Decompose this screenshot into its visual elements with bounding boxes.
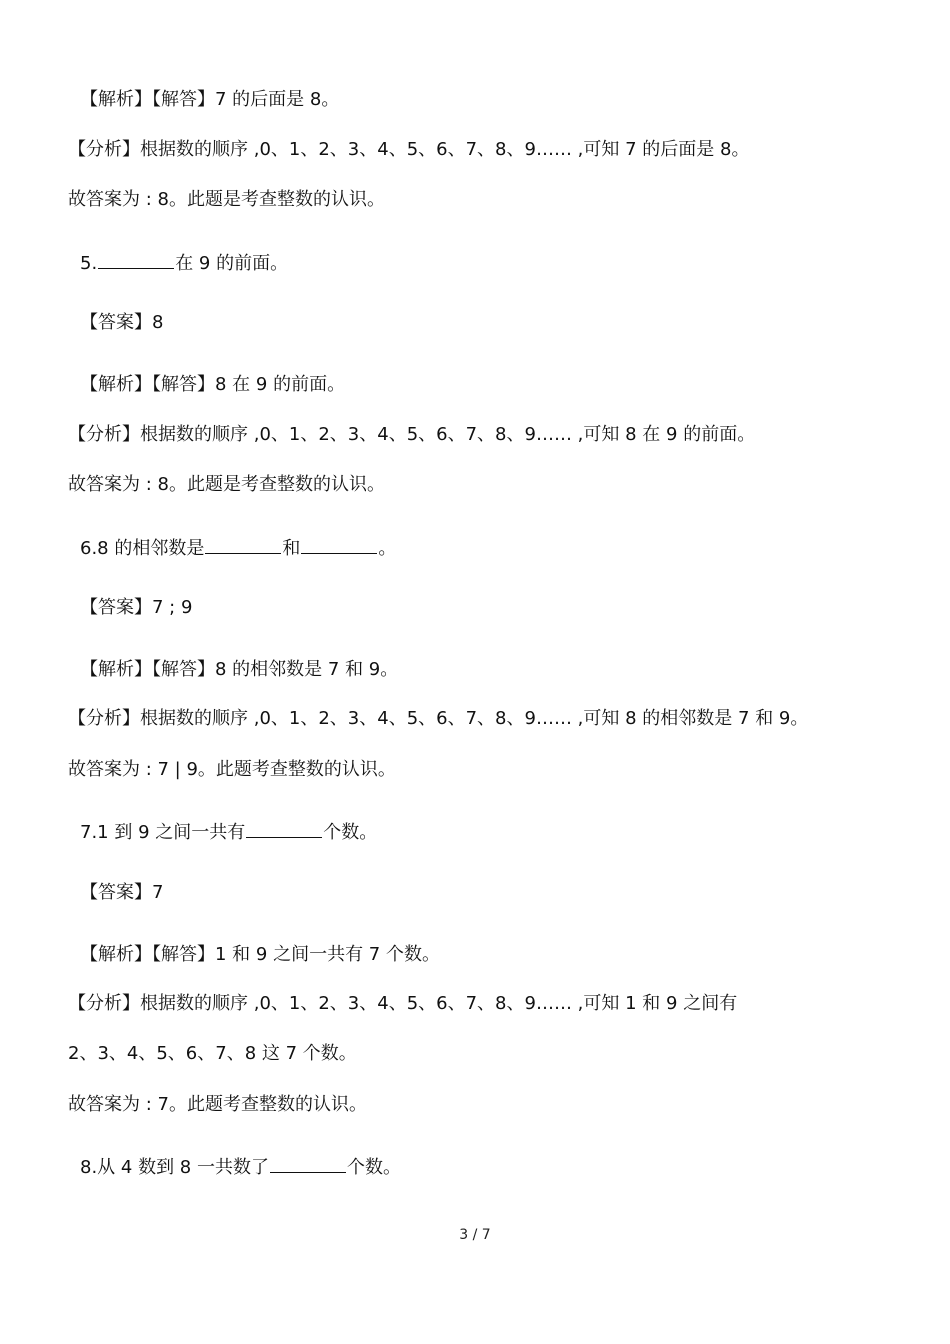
analysis-line-q5: 【解析】【解答】8 在 9 的前面。 [80, 374, 346, 395]
answer-line-q6: 【答案】7 ; 9 [80, 597, 193, 618]
question-text: 个数。 [346, 1157, 401, 1178]
question-5 [80, 250, 288, 276]
reasoning-line-q4: 【分析】根据数的顺序 ,0、1、2、3、4、5、6、7、8、9…… ,可知 7 的后面是 8。 [68, 139, 750, 160]
page-number: 3 / 7 [459, 1227, 491, 1243]
question-text: 个数。 [323, 822, 378, 843]
analysis-line-q7: 【解析】【解答】1 和 9 之间一共有 7 个数。 [80, 944, 440, 965]
answer-blank [270, 1154, 346, 1173]
answer-line-q7: 【答案】7 [80, 882, 164, 903]
question-text: 8.从 4 数到 8 一共数了 [80, 1157, 269, 1178]
analysis-line-q4: 【解析】【解答】7 的后面是 8。 [80, 89, 340, 110]
question-8 [80, 1154, 401, 1180]
answer-blank [246, 819, 322, 838]
question-number: 5. [80, 253, 98, 274]
reasoning-line-q7: 【分析】根据数的顺序 ,0、1、2、3、4、5、6、7、8、9…… ,可知 1 和 9 之间有 [68, 993, 738, 1014]
conclusion-line-q7: 故答案为 : 7。此题考查整数的认识。 [68, 1094, 367, 1115]
answer-blank [98, 250, 174, 269]
analysis-line-q6: 【解析】【解答】8 的相邻数是 7 和 9。 [80, 659, 399, 680]
question-7 [80, 819, 377, 845]
answer-blank [301, 535, 377, 554]
answer-blank [205, 535, 281, 554]
reasoning-line-q5: 【分析】根据数的顺序 ,0、1、2、3、4、5、6、7、8、9…… ,可知 8 在 9 的前面。 [68, 424, 756, 445]
question-text: 6.8 的相邻数是 [80, 538, 205, 559]
question-6 [80, 535, 396, 561]
reasoning-line-q6: 【分析】根据数的顺序 ,0、1、2、3、4、5、6、7、8、9…… ,可知 8 的相邻数是 7 和 9。 [68, 708, 809, 729]
question-text: 。 [378, 538, 397, 559]
conclusion-line-q6: 故答案为 : 7 | 9。此题考查整数的认识。 [68, 759, 396, 780]
question-text: 和 [282, 538, 301, 559]
answer-line-q5: 【答案】8 [80, 312, 164, 333]
conclusion-line-q4: 故答案为 : 8。此题是考查整数的认识。 [68, 189, 385, 210]
conclusion-line-q5: 故答案为 : 8。此题是考查整数的认识。 [68, 474, 385, 495]
question-text: 在 9 的前面。 [175, 253, 289, 274]
question-text: 7.1 到 9 之间一共有 [80, 822, 246, 843]
reasoning-line-q7-continued: 2、3、4、5、6、7、8 这 7 个数。 [68, 1043, 357, 1064]
